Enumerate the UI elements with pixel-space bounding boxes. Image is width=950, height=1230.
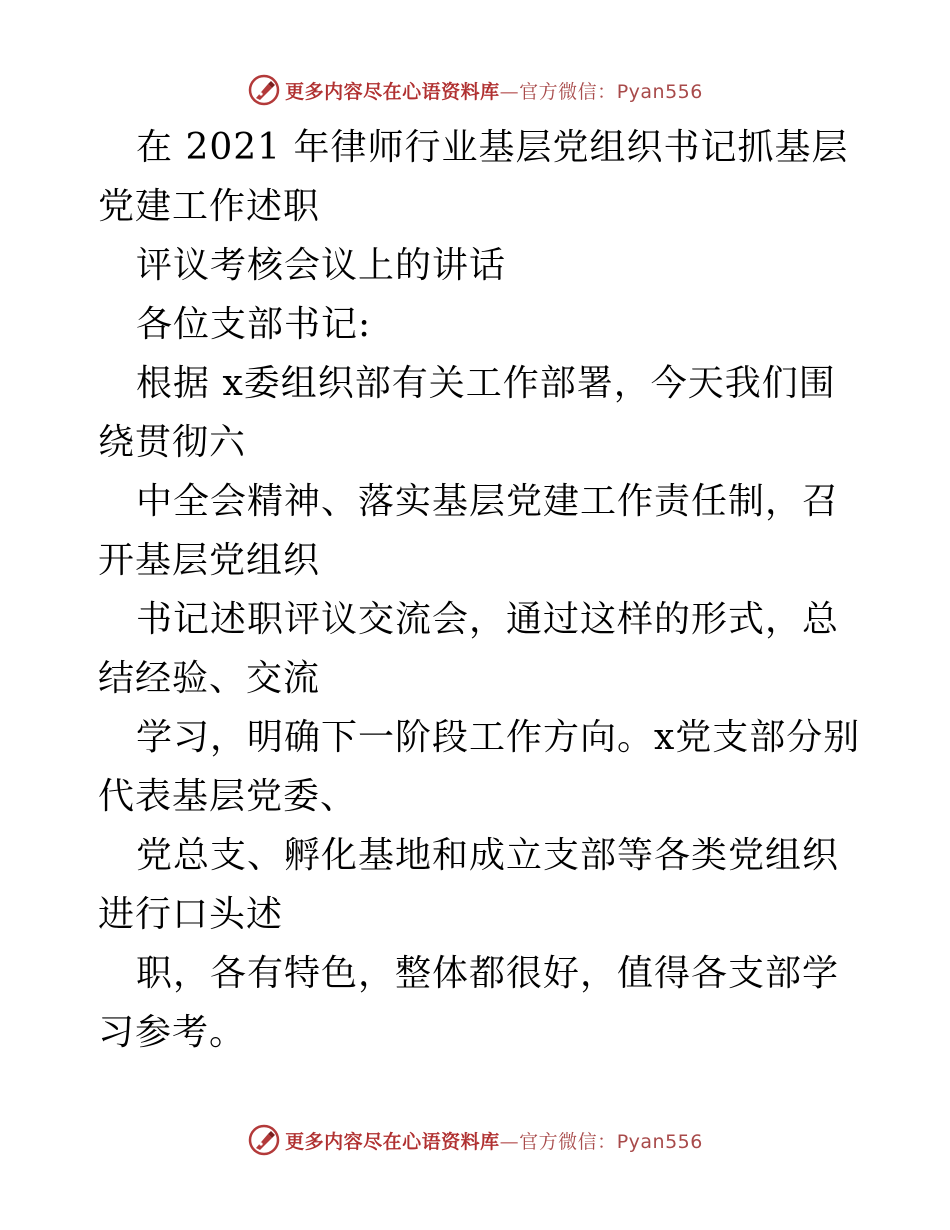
paragraph-title-line2: 评议考核会议上的讲话 — [136, 245, 507, 286]
paragraph-body-1: 根据 x委组织部有关工作部署，今天我们围绕贯彻六 — [98, 363, 836, 463]
paragraph-salutation: 各位支部书记: — [136, 304, 372, 345]
paragraph-body-6: 职，各有特色，整体都很好，值得各支部学习参考。 — [98, 953, 840, 1053]
paragraph-body-4: 学习，明确下一阶段工作方向。x党支部分别代表基层党委、 — [98, 717, 861, 817]
paragraph-title-line1: 在 2021 年律师行业基层党组织书记抓基层党建工作述职 — [98, 127, 849, 227]
header-banner-text — [285, 77, 703, 104]
footer-banner — [0, 1120, 950, 1160]
banner-wechat-id: Pyan556 — [616, 1130, 703, 1153]
banner-wechat-id: Pyan556 — [616, 80, 703, 103]
paragraph-body-5: 党总支、孵化基地和成立支部等各类党组织进行口头述 — [98, 835, 840, 935]
banner-separator: — — [499, 80, 520, 103]
banner-separator: — — [499, 1130, 520, 1153]
header-banner — [0, 70, 950, 110]
banner-wechat-label: 官方微信： — [519, 80, 617, 103]
banner-brand: 更多内容尽在心语资料库 — [285, 1130, 500, 1153]
banner-brand: 更多内容尽在心语资料库 — [285, 80, 500, 103]
paragraph-body-3: 书记述职评议交流会，通过这样的形式，总结经验、交流 — [98, 599, 840, 699]
banner-wechat-label: 官方微信： — [519, 1130, 617, 1153]
paragraph-body-2: 中全会精神、落实基层党建工作责任制，召开基层党组织 — [98, 481, 840, 581]
pen-nib-logo-icon — [247, 1123, 281, 1157]
pen-nib-logo-icon — [247, 73, 281, 107]
document-body — [98, 118, 868, 1062]
footer-banner-text — [285, 1127, 703, 1154]
